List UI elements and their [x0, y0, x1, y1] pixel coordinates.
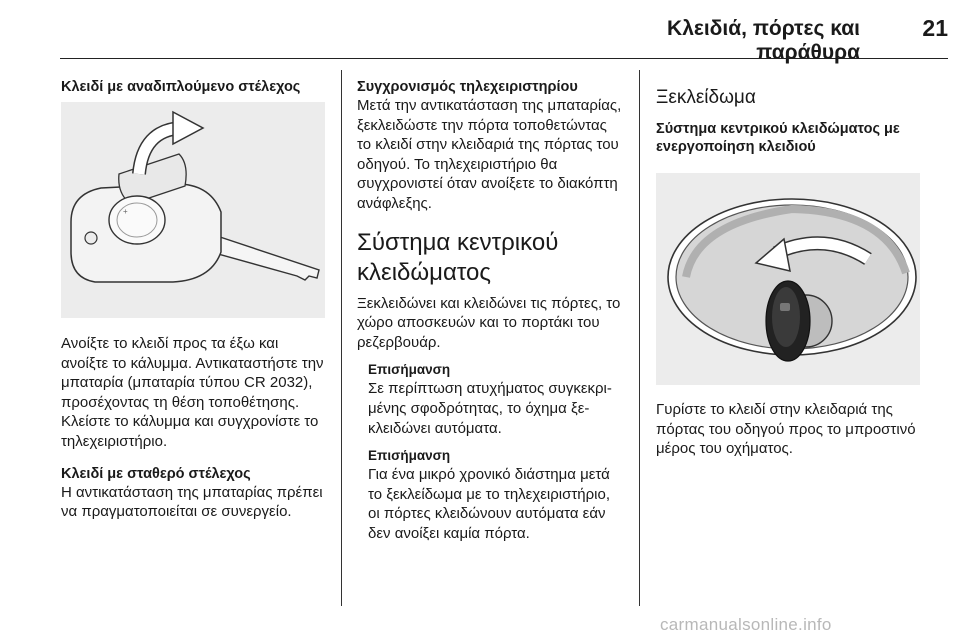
notice-text: Σε περίπτωση ατυχήματος συγκεκριμένης σφοδρότητας, το όχημα ξεκλειδώνει αυτόματα. — [368, 380, 612, 437]
central-locking-section-title: Σύστημα κεντρικού κλειδώματος — [357, 228, 559, 286]
unlocking-heading: Ξεκλείδωμα — [656, 87, 756, 108]
door-lock-key-icon — [656, 173, 920, 385]
remote-sync-heading: Συγχρονισμός τηλεχειριστηρίου — [357, 79, 578, 95]
column-divider — [341, 70, 342, 606]
fixed-key-text: Η αντικατάσταση της μπαταρίας πρέπει να πραγματοποιείται σε συνεργείο. — [61, 483, 323, 521]
key-central-locking-subheading: Σύστημα κεντρικού κλειδώματος με ενεργοποίηση κλειδιού — [656, 121, 900, 155]
unlock-instruction-text: Γυρίστε το κλειδί στην κλειδαριά της πόρτας του οδηγού προς το μπροστινό μέρος του οχήματος. — [656, 401, 916, 458]
central-locking-text: Ξεκλειδώνει και κλειδώνει τις πόρτες, το χώρο αποσκευών και το πορτάκι του ρεζερβουάρ. — [357, 294, 621, 351]
notice-box — [368, 361, 623, 438]
fixed-key-heading: Κλειδί με σταθερό στέλεχος — [61, 465, 251, 482]
folding-key-heading: Κλειδί με αναδιπλούμενο στέλεχος — [61, 79, 301, 95]
notice-text: Για ένα μικρό χρονικό διάστημα μετά το ξεκλείδωμα με το τηλεχειριστήριο, οι πόρτες κλειδώνουν αυτόματα εάν δεν ανοίξει καμία πόρτα. — [368, 466, 611, 542]
column-1 — [61, 78, 327, 522]
folding-key-battery-icon — [61, 102, 325, 318]
notice-label: Επισήμανση — [368, 362, 451, 378]
column-2 — [357, 78, 623, 544]
watermark: carmanualsonline.info — [660, 615, 832, 634]
svg-text:+: + — [123, 207, 128, 216]
page-number: 21 — [922, 15, 948, 41]
notice-box — [368, 447, 623, 543]
battery-replacement-text: Ανοίξτε το κλειδί προς τα έξω και ανοίξτε το κάλυμμα. Αντικαταστήστε την μπαταρία (μπαταρία τύπου CR 2032), προσέχοντας τη θέση τοποθέτησης. Κλείστε το κάλυμμα και συγχρονίστε το τηλεχειριστήριο. — [61, 335, 324, 450]
remote-sync-text: Μετά την αντικατάσταση της μπαταρίας, ξεκλειδώστε την πόρτα τοποθετώντας το κλειδί στην κλειδαριά της πόρτας του οδηγού. Το τηλεχειριστήριο θα συγχρονιστεί όταν ανοίξετε το διακόπτη ανάφλεξης. — [357, 97, 622, 212]
page-header-title: Κλειδιά, πόρτες και παράθυρα — [667, 17, 860, 64]
header-rule — [60, 58, 948, 59]
column-3 — [656, 78, 924, 459]
column-divider — [639, 70, 640, 606]
notice-label: Επισήμανση — [368, 448, 451, 464]
